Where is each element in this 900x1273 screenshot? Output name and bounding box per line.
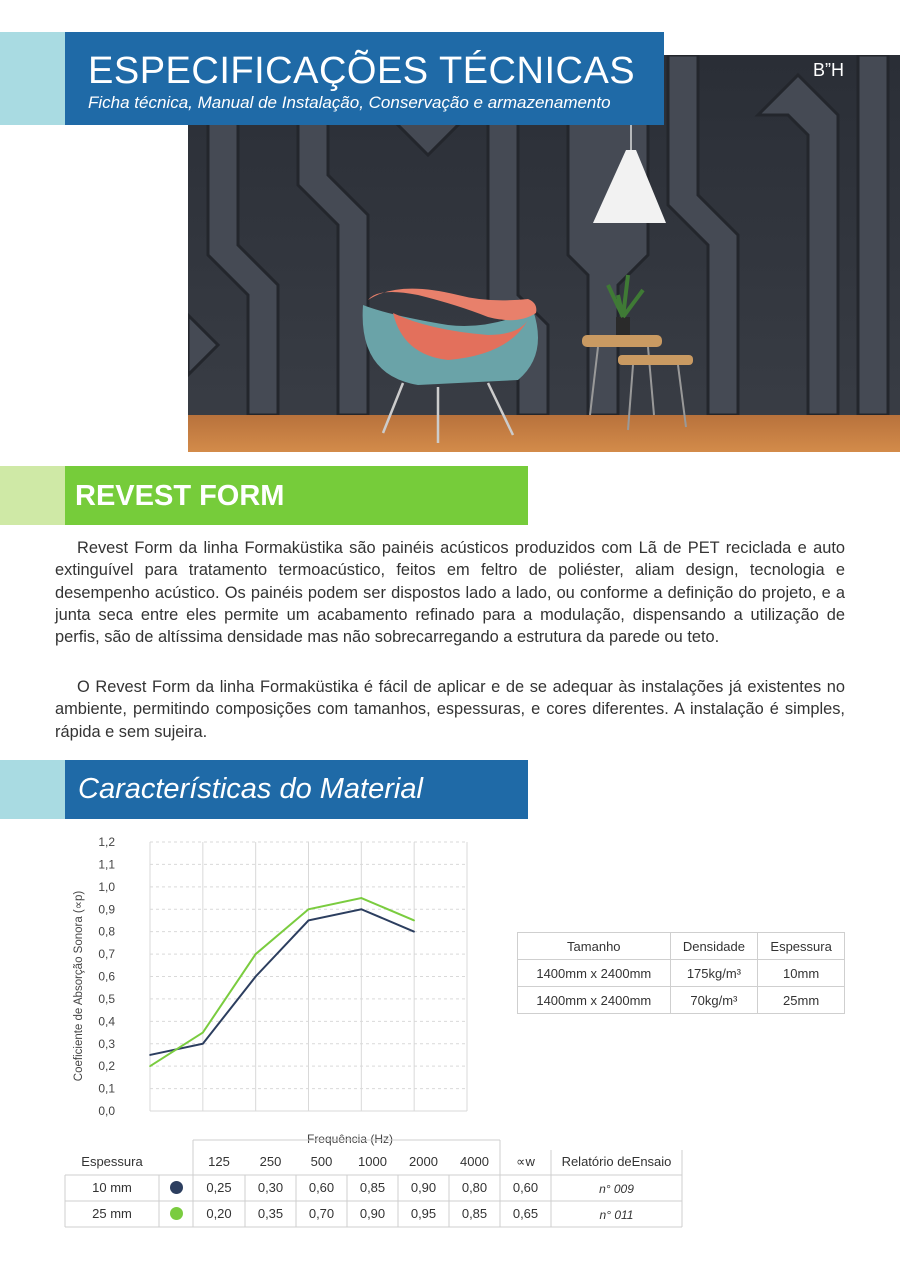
chart-series-line-1 xyxy=(150,898,414,1066)
chart-point xyxy=(255,976,257,978)
results-header-freq: 500 xyxy=(310,1154,333,1169)
table-row xyxy=(0,1180,900,1198)
brand-logo: B”H xyxy=(813,60,844,80)
section-accent xyxy=(0,466,65,525)
spec-header-density: Densidade xyxy=(670,933,758,960)
results-thickness: 10 mm xyxy=(92,1180,132,1195)
results-header-freq: 4000 xyxy=(460,1154,489,1169)
chart-point xyxy=(149,1065,151,1067)
chart-y-tick-label: 0,3 xyxy=(98,1036,115,1051)
section-accent xyxy=(0,760,65,819)
chart-y-tick-label: 0,9 xyxy=(98,902,115,917)
results-value: 0,25 xyxy=(206,1180,232,1195)
chart-y-axis-label: Coeficiente de Absorção Sonora (∝p) xyxy=(73,890,85,1082)
chart-y-tick-label: 0,5 xyxy=(98,991,115,1006)
results-value: 0,90 xyxy=(359,1206,386,1221)
results-value: 0,90 xyxy=(410,1180,437,1195)
chart-y-tick-label: 0,8 xyxy=(98,924,115,939)
results-report: n° 011 xyxy=(599,1208,634,1222)
chart-point xyxy=(149,1054,151,1056)
results-aw: 0,65 xyxy=(512,1206,539,1221)
absorption-chart xyxy=(60,826,480,1131)
results-value: 0,30 xyxy=(257,1180,284,1195)
chart-y-tick-label: 1,0 xyxy=(98,879,115,894)
results-thickness: 25 mm xyxy=(92,1206,132,1221)
chart-point xyxy=(361,897,363,899)
chart-point xyxy=(413,931,415,933)
spec-header-thickness: Espessura xyxy=(758,933,845,960)
results-header-freq: 250 xyxy=(259,1154,282,1169)
page-subtitle: Ficha técnica, Manual de Instalação, Conservação e armazenamento xyxy=(88,93,611,112)
spec-table xyxy=(517,932,845,1014)
spec-cell: 25mm xyxy=(758,987,845,1014)
spec-cell: 1400mm x 2400mm xyxy=(518,960,671,987)
chart-point xyxy=(361,908,363,910)
chart-point xyxy=(202,1043,204,1045)
results-value: 0,85 xyxy=(461,1206,488,1221)
product-description-2: O Revest Form da linha Formaküstika é fácil de aplicar e de se adequar às instalações já existentes no ambiente, permitindo composições com tamanhos, espessuras, e cores diferentes. A instalação é simples, rápida e sem sujeira. xyxy=(55,678,845,741)
chart-y-tick-label: 0,4 xyxy=(98,1014,115,1029)
results-aw: 0,60 xyxy=(512,1180,539,1195)
chart-y-tick-label: 0,1 xyxy=(98,1081,115,1096)
chart-point xyxy=(255,953,257,955)
chart-y-tick-label: 0,6 xyxy=(98,969,115,984)
spec-cell: 70kg/m³ xyxy=(670,987,758,1014)
section-title-product: REVEST FORM xyxy=(75,480,285,512)
series-marker xyxy=(159,1180,193,1197)
results-value: 0,85 xyxy=(359,1180,386,1195)
series-marker xyxy=(159,1206,193,1223)
results-header-row xyxy=(0,1154,900,1172)
results-value: 0,60 xyxy=(308,1180,335,1195)
table-row xyxy=(518,960,845,987)
chart-y-tick-label: 1,1 xyxy=(98,857,115,872)
spec-cell: 10mm xyxy=(758,960,845,987)
table-row xyxy=(518,987,845,1014)
chart-y-tick-label: 0,0 xyxy=(98,1104,115,1118)
chart-point xyxy=(308,908,310,910)
chart-point xyxy=(413,920,415,922)
chart-point xyxy=(308,920,310,922)
section-title-material: Características do Material xyxy=(78,773,423,805)
chart-y-tick-label: 0,7 xyxy=(98,947,115,962)
results-value: 0,35 xyxy=(257,1206,284,1221)
results-header-freq: 125 xyxy=(208,1154,230,1169)
results-value: 0,95 xyxy=(410,1206,437,1221)
results-header-report: Relatório deEnsaio xyxy=(561,1154,672,1169)
chart-y-tick-label: 0,2 xyxy=(98,1059,115,1074)
spec-header-size: Tamanho xyxy=(518,933,671,960)
product-description-1: Revest Form da linha Formaküstika são painéis acústicos produzidos com Lã de PET reciclada e auto extinguível para tratamento termoacústico, feitos em feltro de poliéster, aliam design, tecnologia e desempenho acústico. Os painéis podem ser dispostos lado a lado, ou conforme a definição do projeto, e a junta seca entre eles permite um acabamento refinado para a modulação, dispensando a utilização de perfis, são de altíssima densidade mas não sobrecarregando a estrutura da parede ou teto. xyxy=(55,539,845,647)
chart-x-axis-label: Frequência (Hz) xyxy=(306,1132,394,1146)
results-value: 0,20 xyxy=(206,1206,232,1221)
results-header-thickness: Espessura xyxy=(81,1154,143,1169)
chart-y-tick-label: 1,2 xyxy=(98,835,115,849)
chart-point xyxy=(202,1032,204,1034)
results-value: 0,80 xyxy=(461,1180,488,1195)
spec-cell: 175kg/m³ xyxy=(670,960,758,987)
table-row xyxy=(0,1206,900,1224)
spec-table-header xyxy=(518,933,845,960)
results-header-freq: 2000 xyxy=(409,1154,438,1169)
results-header-freq: 1000 xyxy=(358,1154,387,1169)
page-title: ESPECIFICAÇÕES TÉCNICAS xyxy=(88,50,636,92)
spec-cell: 1400mm x 2400mm xyxy=(518,987,671,1014)
results-value: 0,70 xyxy=(308,1206,335,1221)
results-report: n° 009 xyxy=(599,1182,634,1196)
header-accent xyxy=(0,32,65,125)
results-header-aw: ∝w xyxy=(516,1154,535,1169)
